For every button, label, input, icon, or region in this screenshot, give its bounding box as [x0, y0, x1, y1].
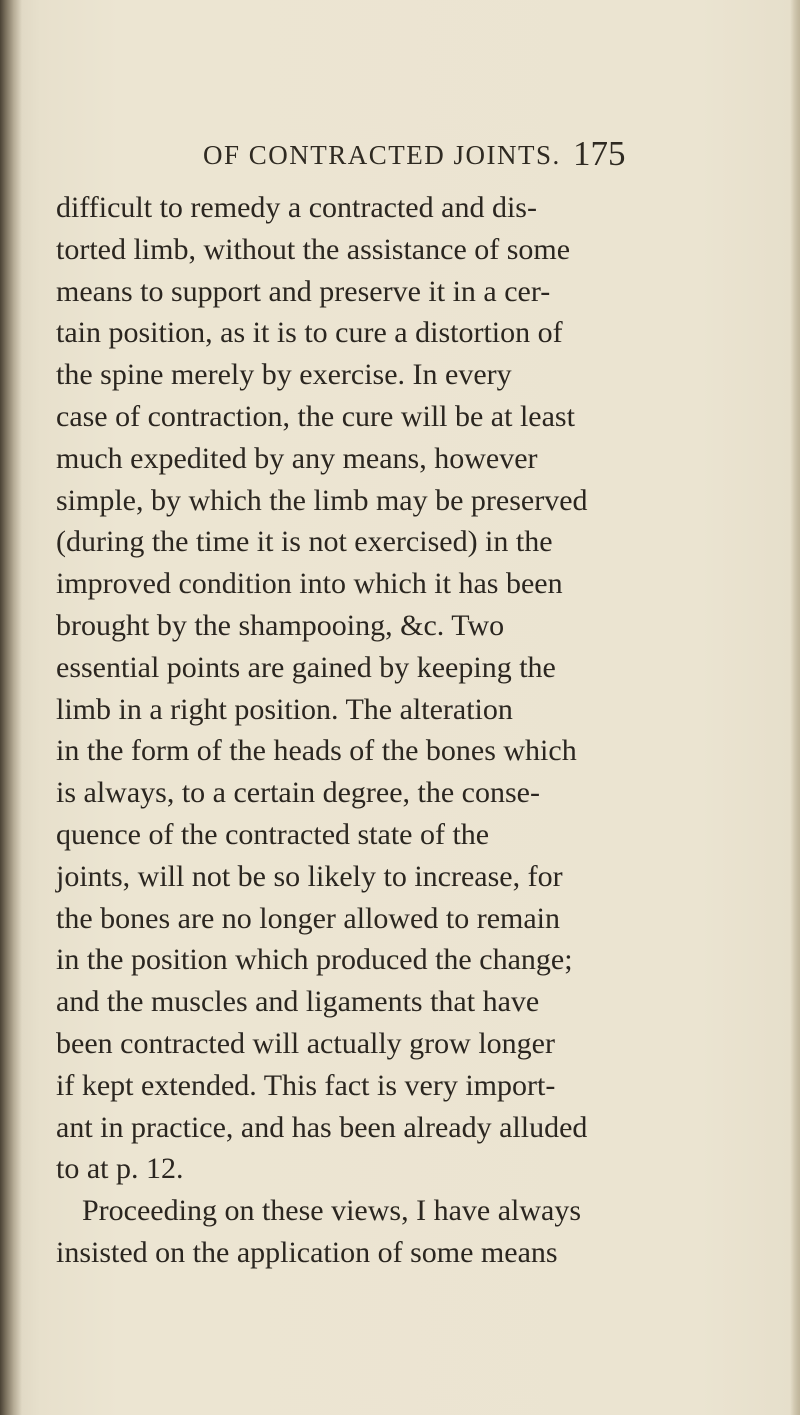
page-number: 175 — [573, 134, 626, 173]
text-line: means to support and preserve it in a cer- — [56, 274, 551, 308]
text-line: quence of the contracted state of the — [56, 817, 490, 851]
text-line: simple, by which the limb may be preserved — [56, 483, 588, 517]
text-line: improved condition into which it has been — [56, 567, 563, 601]
binding-shadow — [0, 0, 22, 1415]
text-line: difficult to remedy a contracted and dis- — [56, 191, 537, 224]
text-line: the spine merely by exercise. In every — [56, 358, 512, 392]
text-line: and the muscles and ligaments that have — [56, 985, 540, 1019]
page-edge — [790, 0, 800, 1415]
text-line: (during the time it is not exercised) in the — [56, 525, 553, 559]
text-line: been contracted will actually grow longer — [56, 1026, 555, 1060]
text-line: to at p. 12. — [56, 1152, 184, 1186]
text-line: joints, will not be so likely to increase, for — [56, 859, 563, 893]
text-line: torted limb, without the assistance of some — [56, 232, 571, 266]
text-line: in the position which produced the change; — [56, 943, 573, 977]
text-line: case of contraction, the cure will be at least — [56, 399, 575, 433]
body-text — [56, 187, 656, 1274]
paragraph-start-line: Proceeding on these views, I have always — [82, 1194, 582, 1228]
text-line: ant in practice, and has been already alluded — [56, 1110, 588, 1144]
text-line: essential points are gained by keeping the — [56, 650, 556, 684]
text-line: if kept extended. This fact is very import- — [56, 1068, 556, 1102]
running-head: OF CONTRACTED JOINTS. — [203, 140, 561, 170]
text-line: much expedited by any means, however — [56, 441, 538, 475]
text-line: the bones are no longer allowed to remain — [56, 901, 560, 935]
text-line: brought by the shampooing, &c. Two — [56, 608, 505, 642]
text-line: limb in a right position. The alteration — [56, 692, 513, 726]
text-line: tain position, as it is to cure a distortion of — [56, 316, 563, 350]
text-line: is always, to a certain degree, the conse- — [56, 776, 540, 810]
text-line: insisted on the application of some means — [56, 1235, 558, 1269]
text-line: in the form of the heads of the bones which — [56, 734, 577, 768]
